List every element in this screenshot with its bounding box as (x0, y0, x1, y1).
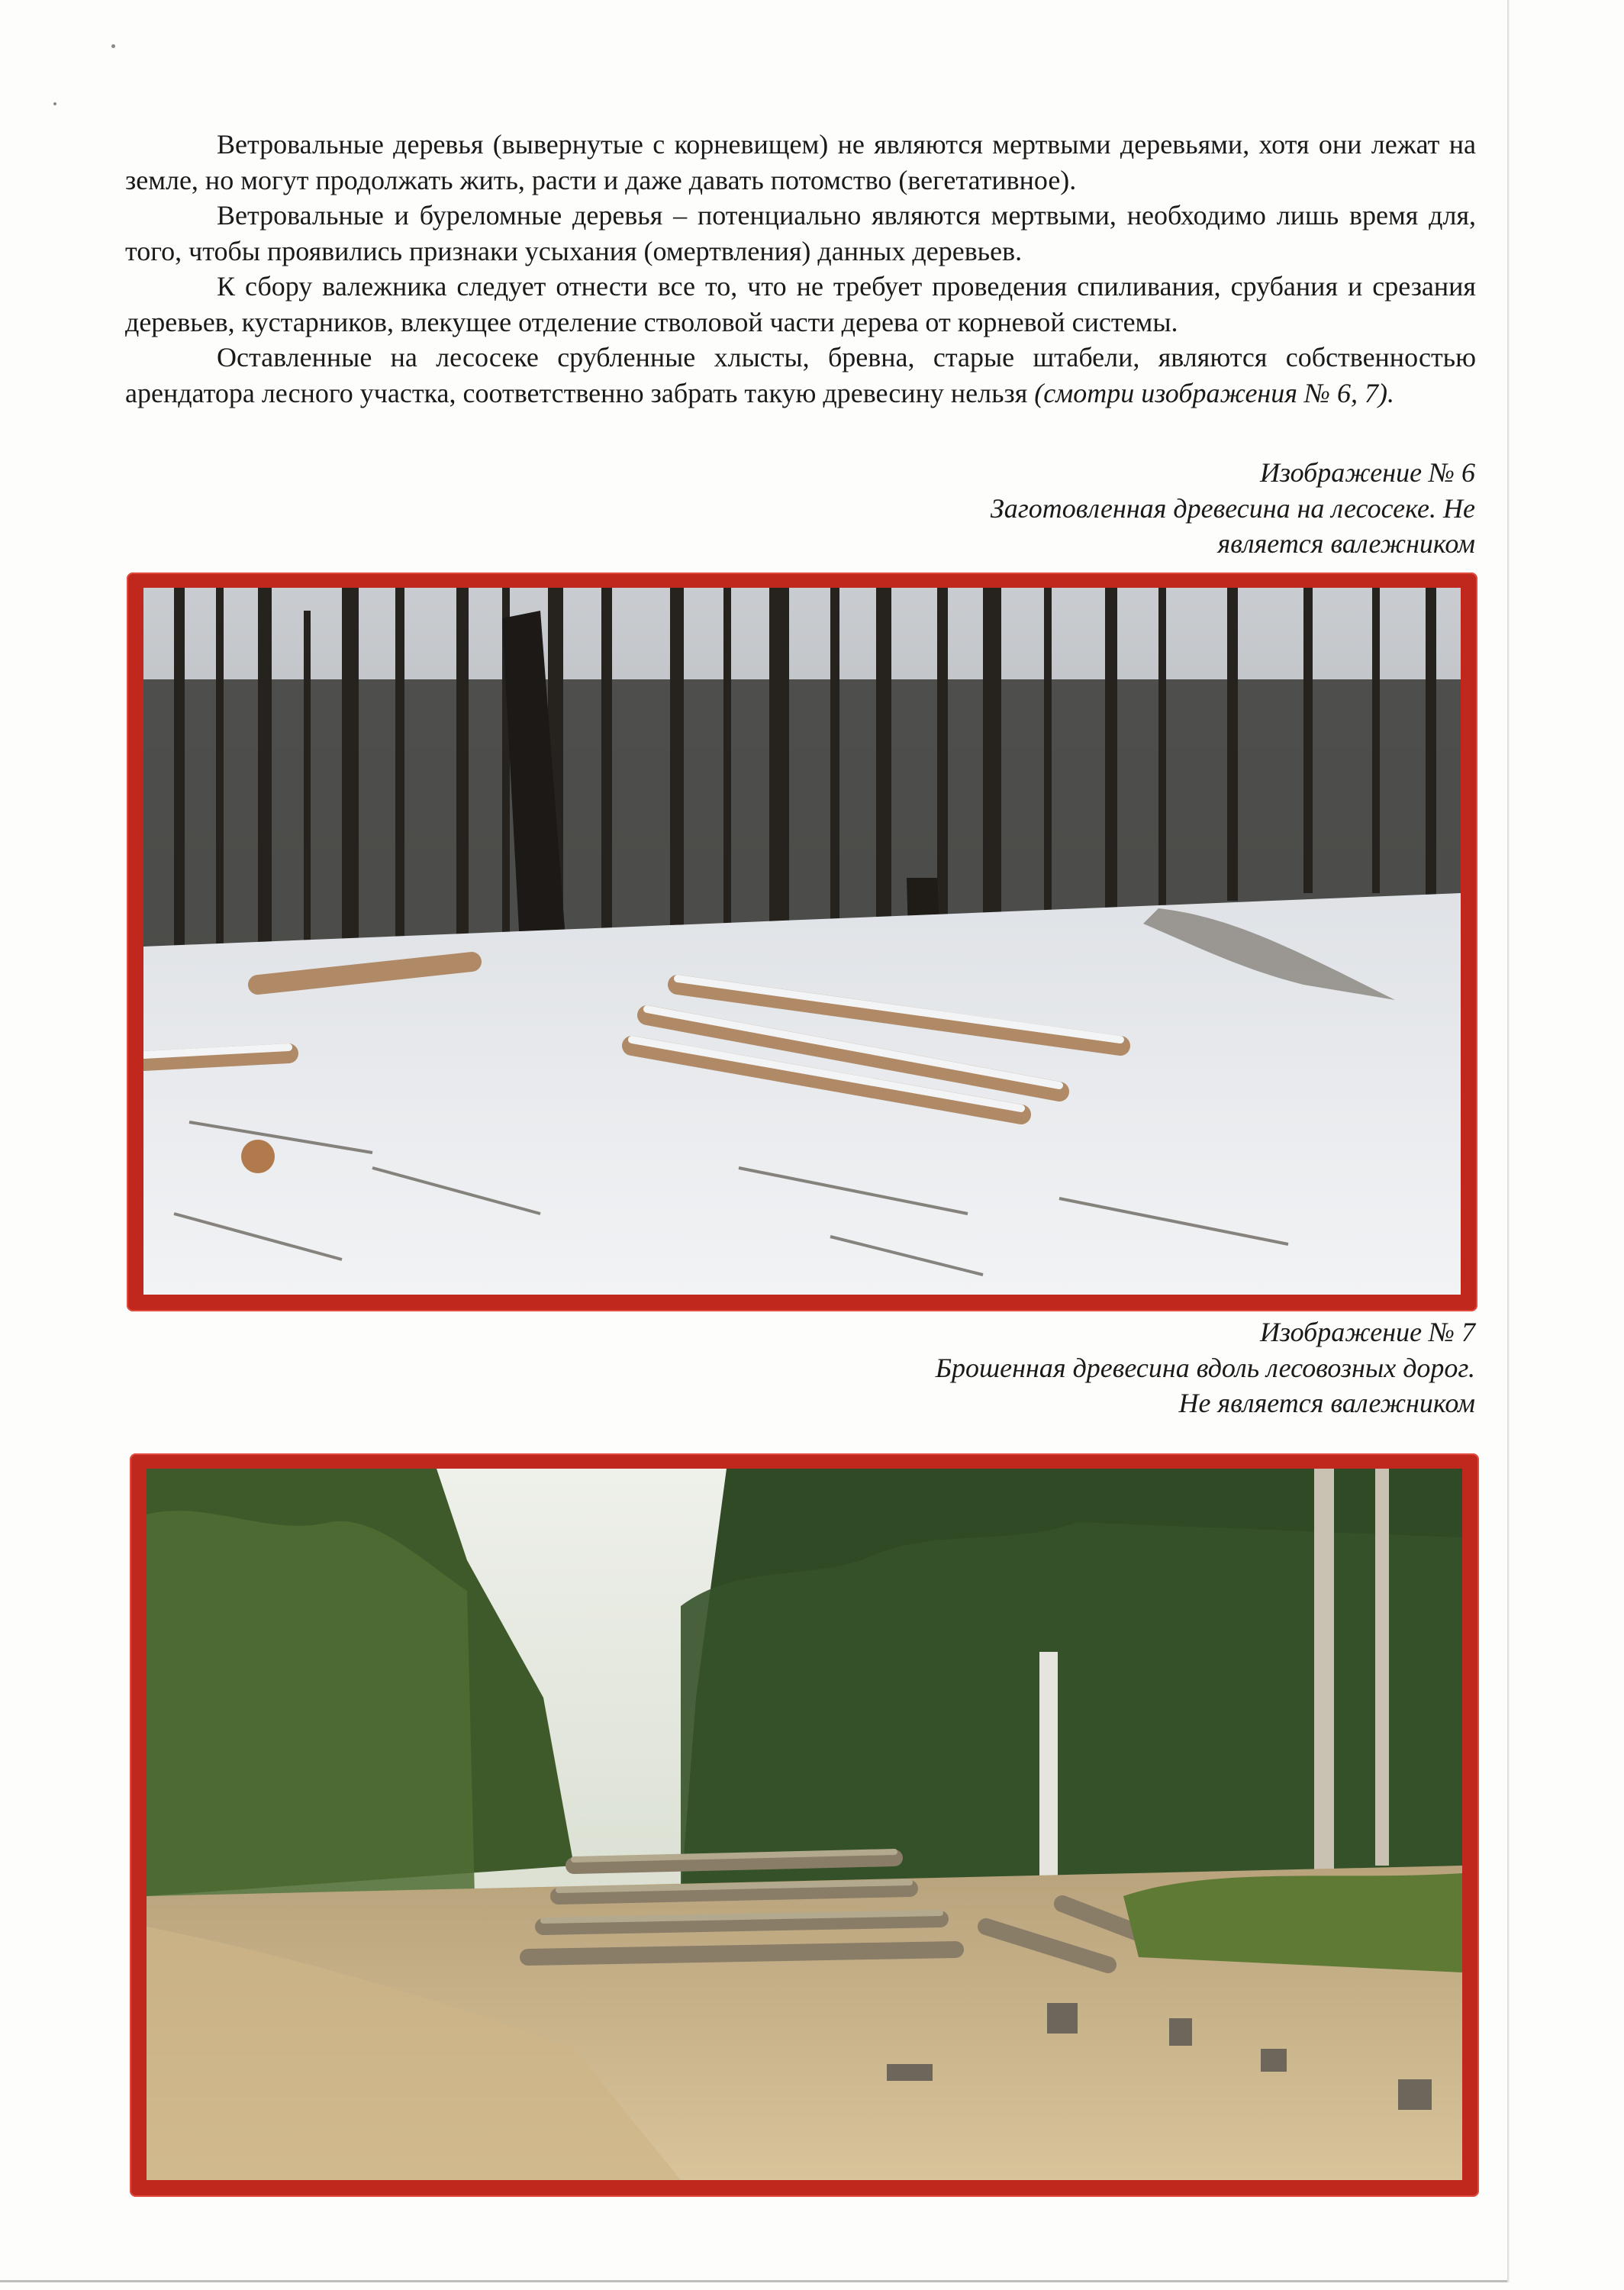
figure6-label: Изображение № 6 (1260, 457, 1475, 488)
scan-speck (53, 102, 56, 105)
snowy-logging-site-photo (143, 588, 1461, 1295)
figure6-caption-line2: является валежником (1217, 528, 1475, 559)
page-edge (1507, 0, 1510, 2282)
figure7-frame (130, 1453, 1479, 2197)
figure7-label: Изображение № 7 (1260, 1317, 1475, 1347)
paragraph-windbreak: Ветровальные и буреломные деревья – потенциально являются мертвыми, необходимо лишь время для, того, чтобы проявились признаки усыхания (омертвления) данных деревьев. (125, 200, 1476, 266)
paragraph-leaseholder (125, 340, 1476, 411)
figure7-caption-line1: Брошенная древесина вдоль лесовозных дорог. (935, 1352, 1475, 1383)
figure7-caption-line2: Не является валежником (1178, 1388, 1475, 1418)
figure6-caption-line1: Заготовленная древесина на лесосеке. Не (990, 492, 1475, 524)
figure6-frame (127, 572, 1477, 1311)
figure7-caption (788, 1314, 1475, 1421)
birch-trunk (1039, 1652, 1058, 1896)
figure6-photo-snowy-logging-site (143, 588, 1461, 1295)
image-reference: (смотри изображения № 6, 7). (1034, 377, 1394, 408)
figure7-photo-roadside-logs (147, 1469, 1462, 2180)
paragraph-leaseholder-text: Оставленные на лесосеке срубленные хлысты, бревна, старые штабели, являются собственностью арендатора лесного участка, соответственно забрать такую древесину нельзя (125, 342, 1476, 408)
roadside-logs-photo (147, 1469, 1462, 2180)
scan-speck (111, 44, 115, 48)
paragraph-windfall: Ветровальные деревья (вывернутые с корневищем) не являются мертвыми деревьями, хотя они лежат на земле, но могут продолжать жить, расти и даже давать потомство (вегетативное). (125, 129, 1476, 195)
page-bottom-edge (0, 2280, 1507, 2282)
body-text (125, 127, 1476, 411)
paragraph-deadwood-collection: К сбору валежника следует отнести все то, что не требует проведения спиливания, срубания и срезания деревьев, кустарников, влекущее отделение стволовой части дерева от корневой системы. (125, 271, 1476, 337)
figure6-caption (788, 455, 1475, 562)
